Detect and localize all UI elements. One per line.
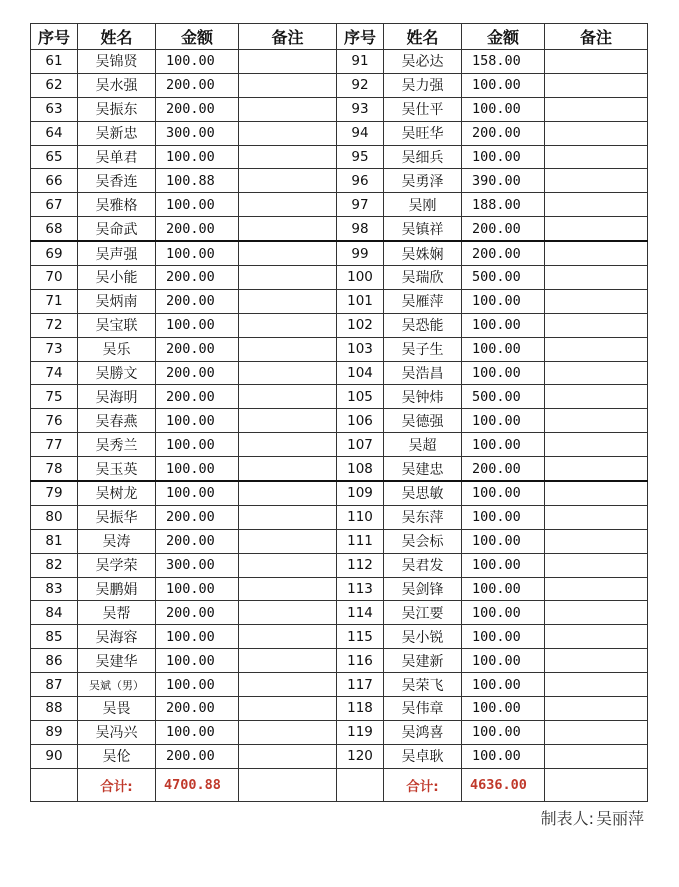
total-blank xyxy=(545,768,648,801)
amount-cell: 200.00 xyxy=(156,289,239,313)
table-row xyxy=(31,337,648,361)
remark-cell xyxy=(545,601,648,625)
remark-cell xyxy=(239,625,337,649)
amount-cell: 390.00 xyxy=(462,169,545,193)
amount-cell: 100.00 xyxy=(462,625,545,649)
seq-cell: 118 xyxy=(337,697,384,721)
seq-cell: 61 xyxy=(31,50,78,74)
name-cell: 吴炳南 xyxy=(78,289,156,313)
seq-cell: 89 xyxy=(31,720,78,744)
seq-cell: 78 xyxy=(31,457,78,481)
name-cell: 吴伦 xyxy=(78,744,156,768)
name-cell: 吴鹏娟 xyxy=(78,577,156,601)
table-row xyxy=(31,145,648,169)
name-cell: 吴鸿喜 xyxy=(384,720,462,744)
amount-cell: 100.00 xyxy=(462,481,545,505)
seq-cell: 101 xyxy=(337,289,384,313)
seq-cell: 111 xyxy=(337,529,384,553)
table-row xyxy=(31,505,648,529)
name-cell: 吴斌（男） xyxy=(78,673,156,697)
total-blank xyxy=(239,768,337,801)
amount-cell: 100.00 xyxy=(462,505,545,529)
remark-cell xyxy=(545,241,648,265)
donation-table xyxy=(30,23,648,802)
remark-cell xyxy=(545,577,648,601)
remark-cell xyxy=(545,697,648,721)
remark-cell xyxy=(239,121,337,145)
seq-cell: 91 xyxy=(337,50,384,74)
seq-cell: 90 xyxy=(31,744,78,768)
remark-cell xyxy=(545,481,648,505)
amount-cell: 100.00 xyxy=(462,697,545,721)
name-cell: 吴细兵 xyxy=(384,145,462,169)
table-row xyxy=(31,313,648,337)
seq-cell: 84 xyxy=(31,601,78,625)
amount-cell: 100.00 xyxy=(462,289,545,313)
amount-cell: 100.00 xyxy=(462,409,545,433)
table-maker xyxy=(539,806,644,829)
seq-cell: 83 xyxy=(31,577,78,601)
remark-cell xyxy=(239,289,337,313)
seq-cell: 64 xyxy=(31,121,78,145)
name-cell: 吴建忠 xyxy=(384,457,462,481)
name-cell: 吴宝联 xyxy=(78,313,156,337)
remark-cell xyxy=(239,457,337,481)
seq-cell: 80 xyxy=(31,505,78,529)
name-cell: 吴恐能 xyxy=(384,313,462,337)
seq-cell: 85 xyxy=(31,625,78,649)
remark-cell xyxy=(239,97,337,121)
name-cell: 吴浩昌 xyxy=(384,361,462,385)
name-cell: 吴江要 xyxy=(384,601,462,625)
name-cell: 吴雁萍 xyxy=(384,289,462,313)
seq-cell: 106 xyxy=(337,409,384,433)
name-cell: 吴香连 xyxy=(78,169,156,193)
amount-cell: 500.00 xyxy=(462,266,545,290)
seq-cell: 69 xyxy=(31,241,78,265)
remark-cell xyxy=(545,289,648,313)
table-row xyxy=(31,481,648,505)
seq-cell: 63 xyxy=(31,97,78,121)
amount-cell: 100.00 xyxy=(156,577,239,601)
seq-cell: 102 xyxy=(337,313,384,337)
amount-cell: 200.00 xyxy=(462,121,545,145)
total-left-value: 4700.88 xyxy=(156,768,239,801)
remark-cell xyxy=(239,169,337,193)
name-cell: 吴镇祥 xyxy=(384,217,462,241)
amount-cell: 500.00 xyxy=(462,385,545,409)
seq-cell: 77 xyxy=(31,433,78,457)
amount-cell: 100.00 xyxy=(156,457,239,481)
table-row xyxy=(31,121,648,145)
table-row xyxy=(31,433,648,457)
name-cell: 吴树龙 xyxy=(78,481,156,505)
seq-cell: 110 xyxy=(337,505,384,529)
name-cell: 吴瑞欣 xyxy=(384,266,462,290)
amount-cell: 100.00 xyxy=(156,193,239,217)
name-cell: 吴帮 xyxy=(78,601,156,625)
remark-cell xyxy=(545,744,648,768)
seq-cell: 65 xyxy=(31,145,78,169)
seq-cell: 79 xyxy=(31,481,78,505)
remark-cell xyxy=(545,313,648,337)
name-cell: 吴玉英 xyxy=(78,457,156,481)
amount-cell: 100.00 xyxy=(462,529,545,553)
remark-cell xyxy=(239,697,337,721)
seq-cell: 109 xyxy=(337,481,384,505)
seq-cell: 100 xyxy=(337,266,384,290)
name-cell: 吴勇泽 xyxy=(384,169,462,193)
total-row xyxy=(31,768,648,801)
remark-cell xyxy=(545,457,648,481)
header-row xyxy=(31,24,648,50)
amount-cell: 188.00 xyxy=(462,193,545,217)
seq-cell: 73 xyxy=(31,337,78,361)
remark-cell xyxy=(545,217,648,241)
name-cell: 吴德强 xyxy=(384,409,462,433)
amount-cell: 100.00 xyxy=(462,649,545,673)
name-cell: 吴海容 xyxy=(78,625,156,649)
table-row xyxy=(31,625,648,649)
amount-cell: 100.00 xyxy=(156,313,239,337)
name-cell: 吴力强 xyxy=(384,73,462,97)
remark-cell xyxy=(545,673,648,697)
amount-cell: 200.00 xyxy=(462,217,545,241)
name-cell: 吴单君 xyxy=(78,145,156,169)
remark-cell xyxy=(239,385,337,409)
amount-cell: 100.00 xyxy=(156,481,239,505)
table-row xyxy=(31,217,648,241)
maker-label: 制表人: xyxy=(540,809,594,828)
header-name: 姓名 xyxy=(78,24,156,50)
amount-cell: 200.00 xyxy=(462,241,545,265)
name-cell: 吴振东 xyxy=(78,97,156,121)
amount-cell: 200.00 xyxy=(156,73,239,97)
name-cell: 吴超 xyxy=(384,433,462,457)
remark-cell xyxy=(239,337,337,361)
remark-cell xyxy=(239,217,337,241)
amount-cell: 200.00 xyxy=(156,529,239,553)
remark-cell xyxy=(545,266,648,290)
name-cell: 吴秀兰 xyxy=(78,433,156,457)
seq-cell: 75 xyxy=(31,385,78,409)
name-cell: 吴旺华 xyxy=(384,121,462,145)
seq-cell: 120 xyxy=(337,744,384,768)
amount-cell: 200.00 xyxy=(156,385,239,409)
table-row xyxy=(31,361,648,385)
seq-cell: 81 xyxy=(31,529,78,553)
amount-cell: 200.00 xyxy=(156,697,239,721)
amount-cell: 200.00 xyxy=(156,361,239,385)
total-label: 合计: xyxy=(78,768,156,801)
seq-cell: 116 xyxy=(337,649,384,673)
name-cell: 吴卓耿 xyxy=(384,744,462,768)
name-cell: 吴子生 xyxy=(384,337,462,361)
seq-cell: 103 xyxy=(337,337,384,361)
amount-cell: 100.00 xyxy=(462,673,545,697)
table-row xyxy=(31,577,648,601)
seq-cell: 99 xyxy=(337,241,384,265)
remark-cell xyxy=(545,50,648,74)
name-cell: 吴小能 xyxy=(78,266,156,290)
amount-cell: 100.00 xyxy=(462,577,545,601)
amount-cell: 100.00 xyxy=(462,744,545,768)
header-amount: 金额 xyxy=(462,24,545,50)
header-seq: 序号 xyxy=(31,24,78,50)
seq-cell: 82 xyxy=(31,553,78,577)
seq-cell: 92 xyxy=(337,73,384,97)
remark-cell xyxy=(239,529,337,553)
table-row xyxy=(31,50,648,74)
amount-cell: 100.88 xyxy=(156,169,239,193)
table-row xyxy=(31,193,648,217)
seq-cell: 74 xyxy=(31,361,78,385)
table-row xyxy=(31,720,648,744)
name-cell: 吴仕平 xyxy=(384,97,462,121)
remark-cell xyxy=(239,505,337,529)
name-cell: 吴建华 xyxy=(78,649,156,673)
name-cell: 吴刚 xyxy=(384,193,462,217)
remark-cell xyxy=(545,73,648,97)
amount-cell: 100.00 xyxy=(462,145,545,169)
name-cell: 吴声强 xyxy=(78,241,156,265)
name-cell: 吴建新 xyxy=(384,649,462,673)
remark-cell xyxy=(545,385,648,409)
maker-name: 吴丽萍 xyxy=(595,809,644,828)
amount-cell: 100.00 xyxy=(462,337,545,361)
remark-cell xyxy=(239,553,337,577)
amount-cell: 100.00 xyxy=(462,433,545,457)
amount-cell: 100.00 xyxy=(156,720,239,744)
seq-cell: 95 xyxy=(337,145,384,169)
remark-cell xyxy=(545,505,648,529)
remark-cell xyxy=(239,577,337,601)
name-cell: 吴会标 xyxy=(384,529,462,553)
remark-cell xyxy=(239,361,337,385)
remark-cell xyxy=(239,193,337,217)
table-row xyxy=(31,169,648,193)
seq-cell: 104 xyxy=(337,361,384,385)
table-row xyxy=(31,241,648,265)
remark-cell xyxy=(239,649,337,673)
table-row xyxy=(31,697,648,721)
total-label: 合计: xyxy=(384,768,462,801)
remark-cell xyxy=(239,313,337,337)
seq-cell: 87 xyxy=(31,673,78,697)
name-cell: 吴必达 xyxy=(384,50,462,74)
amount-cell: 200.00 xyxy=(462,457,545,481)
name-cell: 吴冯兴 xyxy=(78,720,156,744)
remark-cell xyxy=(545,553,648,577)
name-cell: 吴君发 xyxy=(384,553,462,577)
name-cell: 吴新忠 xyxy=(78,121,156,145)
remark-cell xyxy=(545,97,648,121)
amount-cell: 300.00 xyxy=(156,121,239,145)
name-cell: 吴锦贤 xyxy=(78,50,156,74)
amount-cell: 200.00 xyxy=(156,217,239,241)
amount-cell: 100.00 xyxy=(156,241,239,265)
remark-cell xyxy=(545,529,648,553)
remark-cell xyxy=(545,409,648,433)
table-row xyxy=(31,744,648,768)
total-right-value: 4636.00 xyxy=(462,768,545,801)
amount-cell: 200.00 xyxy=(156,337,239,361)
amount-cell: 100.00 xyxy=(156,649,239,673)
amount-cell: 100.00 xyxy=(462,601,545,625)
table-row xyxy=(31,409,648,433)
amount-cell: 100.00 xyxy=(156,50,239,74)
name-cell: 吴学荣 xyxy=(78,553,156,577)
seq-cell: 62 xyxy=(31,73,78,97)
amount-cell: 200.00 xyxy=(156,601,239,625)
amount-cell: 158.00 xyxy=(462,50,545,74)
name-cell: 吴姝娴 xyxy=(384,241,462,265)
amount-cell: 100.00 xyxy=(156,433,239,457)
seq-cell: 70 xyxy=(31,266,78,290)
table-row xyxy=(31,97,648,121)
seq-cell: 113 xyxy=(337,577,384,601)
name-cell: 吴伟章 xyxy=(384,697,462,721)
amount-cell: 100.00 xyxy=(156,673,239,697)
amount-cell: 100.00 xyxy=(156,625,239,649)
seq-cell: 72 xyxy=(31,313,78,337)
table-row xyxy=(31,553,648,577)
amount-cell: 100.00 xyxy=(462,720,545,744)
header-seq: 序号 xyxy=(337,24,384,50)
table-row xyxy=(31,73,648,97)
seq-cell: 115 xyxy=(337,625,384,649)
seq-cell: 117 xyxy=(337,673,384,697)
remark-cell xyxy=(545,625,648,649)
name-cell: 吴荣飞 xyxy=(384,673,462,697)
remark-cell xyxy=(545,121,648,145)
remark-cell xyxy=(545,720,648,744)
remark-cell xyxy=(239,409,337,433)
amount-cell: 100.00 xyxy=(462,73,545,97)
remark-cell xyxy=(239,266,337,290)
seq-cell: 71 xyxy=(31,289,78,313)
amount-cell: 100.00 xyxy=(462,553,545,577)
table-row xyxy=(31,289,648,313)
remark-cell xyxy=(239,720,337,744)
header-name: 姓名 xyxy=(384,24,462,50)
amount-cell: 100.00 xyxy=(462,313,545,337)
amount-cell: 200.00 xyxy=(156,744,239,768)
seq-cell: 114 xyxy=(337,601,384,625)
remark-cell xyxy=(239,673,337,697)
seq-cell: 93 xyxy=(337,97,384,121)
remark-cell xyxy=(545,169,648,193)
total-blank xyxy=(31,768,78,801)
name-cell: 吴畏 xyxy=(78,697,156,721)
table-row xyxy=(31,673,648,697)
name-cell: 吴春燕 xyxy=(78,409,156,433)
name-cell: 吴思敏 xyxy=(384,481,462,505)
table-row xyxy=(31,649,648,673)
seq-cell: 96 xyxy=(337,169,384,193)
name-cell: 吴水强 xyxy=(78,73,156,97)
seq-cell: 86 xyxy=(31,649,78,673)
remark-cell xyxy=(239,241,337,265)
table-row xyxy=(31,457,648,481)
total-blank xyxy=(337,768,384,801)
name-cell: 吴剑锋 xyxy=(384,577,462,601)
seq-cell: 112 xyxy=(337,553,384,577)
header-remark: 备注 xyxy=(239,24,337,50)
name-cell: 吴乐 xyxy=(78,337,156,361)
seq-cell: 107 xyxy=(337,433,384,457)
seq-cell: 98 xyxy=(337,217,384,241)
remark-cell xyxy=(545,433,648,457)
name-cell: 吴海明 xyxy=(78,385,156,409)
table-row xyxy=(31,385,648,409)
amount-cell: 100.00 xyxy=(462,97,545,121)
header-remark: 备注 xyxy=(545,24,648,50)
name-cell: 吴涛 xyxy=(78,529,156,553)
remark-cell xyxy=(239,601,337,625)
amount-cell: 100.00 xyxy=(462,361,545,385)
amount-cell: 100.00 xyxy=(156,145,239,169)
remark-cell xyxy=(239,433,337,457)
seq-cell: 68 xyxy=(31,217,78,241)
seq-cell: 97 xyxy=(337,193,384,217)
remark-cell xyxy=(545,649,648,673)
remark-cell xyxy=(239,145,337,169)
table-row xyxy=(31,529,648,553)
remark-cell xyxy=(239,744,337,768)
table-row xyxy=(31,601,648,625)
table-row xyxy=(31,266,648,290)
remark-cell xyxy=(239,73,337,97)
name-cell: 吴小锐 xyxy=(384,625,462,649)
remark-cell xyxy=(545,193,648,217)
amount-cell: 200.00 xyxy=(156,505,239,529)
seq-cell: 105 xyxy=(337,385,384,409)
remark-cell xyxy=(545,337,648,361)
name-cell: 吴命武 xyxy=(78,217,156,241)
seq-cell: 108 xyxy=(337,457,384,481)
name-cell: 吴振华 xyxy=(78,505,156,529)
amount-cell: 100.00 xyxy=(156,409,239,433)
header-amount: 金额 xyxy=(156,24,239,50)
seq-cell: 119 xyxy=(337,720,384,744)
name-cell: 吴东萍 xyxy=(384,505,462,529)
amount-cell: 200.00 xyxy=(156,266,239,290)
remark-cell xyxy=(239,481,337,505)
amount-cell: 300.00 xyxy=(156,553,239,577)
seq-cell: 67 xyxy=(31,193,78,217)
remark-cell xyxy=(545,361,648,385)
seq-cell: 76 xyxy=(31,409,78,433)
remark-cell xyxy=(239,50,337,74)
name-cell: 吴勝文 xyxy=(78,361,156,385)
amount-cell: 200.00 xyxy=(156,97,239,121)
seq-cell: 88 xyxy=(31,697,78,721)
remark-cell xyxy=(545,145,648,169)
seq-cell: 94 xyxy=(337,121,384,145)
name-cell: 吴雅格 xyxy=(78,193,156,217)
name-cell: 吴钟炜 xyxy=(384,385,462,409)
seq-cell: 66 xyxy=(31,169,78,193)
